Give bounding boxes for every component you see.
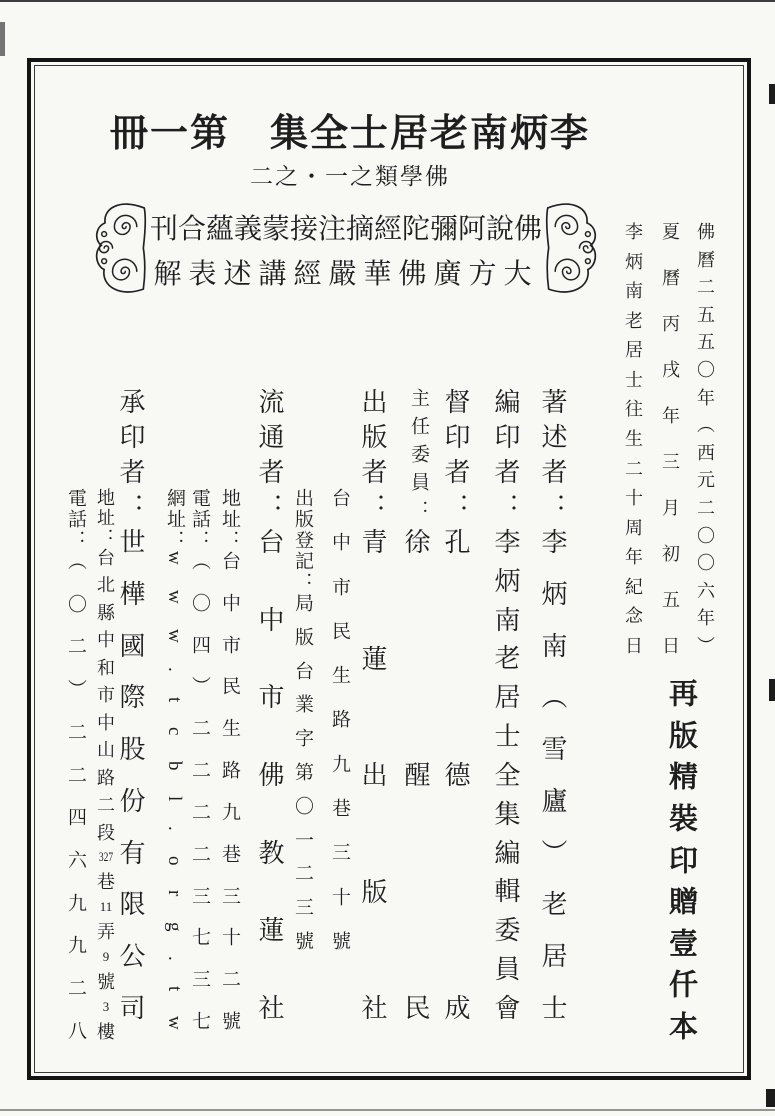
- field-value: 李 炳 南 老 居 士 往 生 二 十 周 年 紀 念 日: [623, 222, 643, 654]
- scan-artifact-right-mark-2: [769, 679, 775, 701]
- field-label: 承印者：: [116, 388, 145, 528]
- author-column: [539, 388, 565, 1020]
- field-label: 流通者：: [255, 388, 284, 528]
- printer-phone-column: [66, 488, 85, 1040]
- field-label: 著述者：: [538, 388, 567, 528]
- date-buddhist-year-column: [696, 222, 714, 654]
- field-value: 再 版 精 裝 印 贈 壹 仟 本: [665, 678, 697, 1040]
- publisher-address-column: [330, 488, 349, 950]
- field-value: 台 中 市 民 生 路 九 巷 三 十 二 號: [219, 551, 240, 1030]
- field-value: 台 北 縣 中 和 市 中 山 路 二 段 327 巷 11 弄 9 號 3 樓: [95, 548, 115, 1040]
- category-subtitle: 二之・一之類學佛: [250, 164, 450, 189]
- field-value: 孔 德 成: [441, 528, 470, 1020]
- scroll-ornament-left-icon: [92, 199, 148, 299]
- memorial-anniversary-column: [624, 222, 642, 654]
- edition-note-column: [666, 678, 695, 1040]
- field-label: 地址：: [95, 488, 115, 548]
- field-label: 電話：: [189, 488, 210, 551]
- chief-committee-column: [402, 388, 428, 1020]
- editor-column: [492, 388, 518, 1020]
- date-lunar-column: [661, 222, 679, 654]
- scan-artifact-right-mark-1: [769, 84, 775, 104]
- distributor-column: [256, 388, 282, 1020]
- printer-column: [117, 388, 143, 1020]
- field-label: 編印者：: [491, 388, 520, 528]
- scan-artifact-left-mark: [0, 22, 5, 56]
- field-label: 地址：: [219, 488, 240, 551]
- field-label: 網址：: [164, 488, 185, 551]
- field-label: 督印者：: [441, 388, 470, 528]
- field-value: （ 〇 四 ） 二 二 二 二 三 七 三 七: [189, 551, 210, 1030]
- cartouche-title-line-2: 解表述講經嚴華佛廣方大: [153, 258, 539, 290]
- scan-artifact-right-mark-3: [766, 1089, 775, 1107]
- field-value: 李 炳 南 老 居 士 全 集 編 輯 委 員 會: [491, 528, 520, 1020]
- scan-artifact-bottom-line: [0, 1109, 775, 1111]
- distributor-website-column: [165, 488, 184, 1030]
- field-label: 出版者：: [358, 388, 387, 528]
- field-label: 電話：: [65, 488, 86, 551]
- series-title: 冊一第 集全士居老南炳李: [109, 113, 590, 155]
- field-value: 局 版 台 業 字 第 〇 一 二 三 號: [292, 593, 313, 950]
- field-value: 夏 曆 丙 戌 年 三 月 初 五 日: [660, 222, 680, 654]
- field-label: 主任委員：: [408, 388, 429, 528]
- field-value: 李 炳 南 （ 雪 廬 ） 老 居 士: [538, 528, 567, 1020]
- distributor-phone-column: [190, 488, 209, 1030]
- field-value: 台 中 市 民 生 路 九 巷 三 十 號: [329, 488, 350, 950]
- field-value: 台 中 市 佛 教 蓮 社: [255, 528, 284, 1020]
- field-value: 世 樺 國 際 股 份 有 限 公 司: [116, 528, 145, 1020]
- field-value: 徐 醒 民: [401, 528, 430, 1020]
- printer-address-column: [96, 488, 114, 1040]
- distributor-address-column: [220, 488, 239, 1030]
- field-value: 佛 曆 二 五 五 〇 年 （ 西 元 二 〇 〇 六 年 ）: [695, 222, 715, 654]
- field-value: 青 蓮 出 版 社: [358, 528, 387, 1020]
- scan-artifact-top-line: [0, 0, 775, 2]
- print-supervisor-column: [442, 388, 468, 1020]
- field-label: 出版登記：: [292, 488, 313, 593]
- registration-column: [293, 488, 312, 950]
- cartouche-title-line-1: 刊合蘊義蒙接注摘經陀彌阿說佛: [149, 213, 542, 245]
- cartouche-text: [148, 207, 544, 292]
- field-value: （ 〇 二 ） 二 二 四 六 九 九 二 八: [65, 551, 86, 1040]
- publisher-column: [359, 388, 385, 1020]
- field-value: w w w . t c b l . o r g . t w: [164, 551, 185, 1030]
- cartouche: [92, 198, 600, 300]
- scroll-ornament-right-icon: [544, 199, 600, 299]
